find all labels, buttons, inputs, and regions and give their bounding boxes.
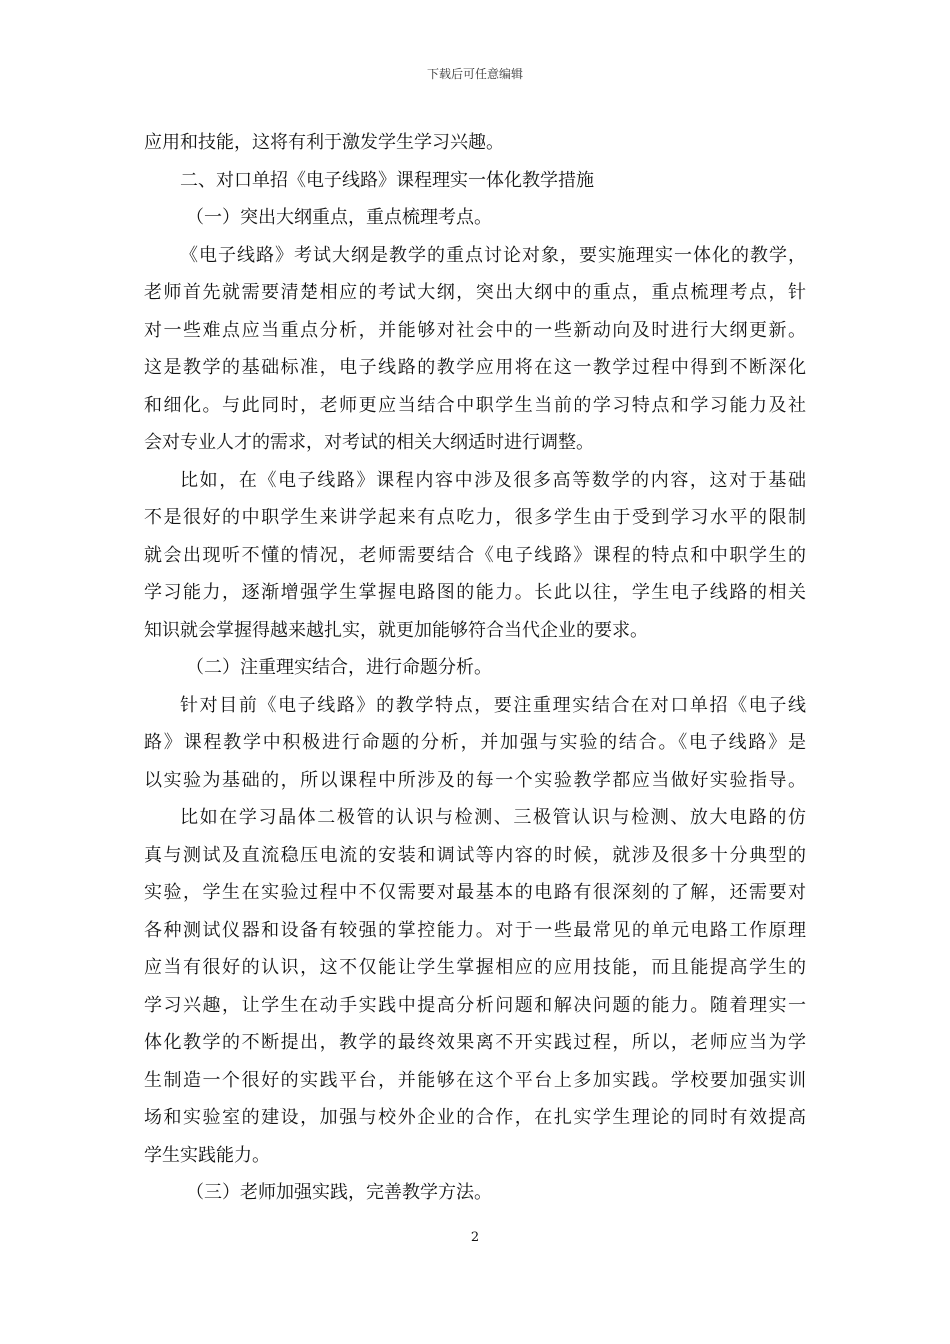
text-line: 路》课程教学中积极进行命题的分析，并加强与实验的结合。《电子线路》是	[144, 732, 806, 753]
text-line: 应当有很好的认识，这不仅能让学生掌握相应的应用技能，而且能提高学生的	[144, 957, 806, 978]
subsection-heading: （二）注重理实结合，进行命题分析。	[186, 657, 492, 678]
text-line: 学习兴趣，让学生在动手实践中提高分析问题和解决问题的能力。随着理实一	[144, 994, 806, 1016]
text-line: 真与测试及直流稳压电流的安装和调试等内容的时候，就涉及很多十分典型的	[144, 844, 806, 866]
text-line: 应用和技能，这将有利于激发学生学习兴趣。	[144, 132, 504, 153]
text-line: 各种测试仪器和设备有较强的掌控能力。对于一些最常见的单元电路工作原理	[144, 919, 806, 941]
text-line: 针对目前《电子线路》的教学特点，要注重理实结合在对口单招《电子线	[180, 694, 806, 716]
text-line: 不是很好的中职学生来讲学起来有点吃力，很多学生由于受到学习水平的限制	[144, 507, 806, 528]
text-line: 学习能力，逐渐增强学生掌握电路图的能力。长此以往，学生电子线路的相关	[144, 582, 806, 603]
text-line: 比如，在《电子线路》课程内容中涉及很多高等数学的内容，这对于基础	[180, 469, 806, 491]
document-body	[144, 124, 806, 1212]
text-line: 场和实验室的建设，加强与校外企业的合作，在扎实学生理论的同时有效提高	[144, 1107, 806, 1128]
text-line: 和细化。与此同时，老师更应当结合中职学生当前的学习特点和学习能力及社	[144, 394, 806, 416]
text-line: 会对专业人才的需求，对考试的相关大纲适时进行调整。	[144, 432, 594, 453]
text-line: 就会出现听不懂的情况，老师需要结合《电子线路》课程的特点和中职学生的	[144, 544, 806, 566]
text-line: 比如在学习晶体二极管的认识与检测、三极管认识与检测、放大电路的仿	[180, 807, 806, 828]
text-line: 体化教学的不断提出，教学的最终效果离不开实践过程，所以，老师应当为学	[144, 1032, 806, 1053]
text-line: 知识就会掌握得越来越扎实，就更加能够符合当代企业的要求。	[144, 619, 648, 641]
text-line: 实验，学生在实验过程中不仅需要对最基本的电路有很深刻的了解，还需要对	[144, 882, 806, 903]
page-header-note: 下载后可任意编辑	[426, 67, 523, 81]
subsection-heading: （三）老师加强实践，完善教学方法。	[186, 1182, 492, 1203]
text-line: 老师首先就需要清楚相应的考试大纲，突出大纲中的重点，重点梳理考点，针	[144, 282, 806, 303]
text-line: 以实验为基础的，所以课程中所涉及的每一个实验教学都应当做好实验指导。	[144, 769, 806, 791]
text-line: 对一些难点应当重点分析，并能够对社会中的一些新动向及时进行大纲更新。	[144, 319, 806, 341]
page-number: 2	[470, 1230, 480, 1245]
text-line: 学生实践能力。	[144, 1144, 270, 1166]
text-line: 这是教学的基础标准，电子线路的教学应用将在这一教学过程中得到不断深化	[144, 357, 806, 378]
text-line: 《电子线路》考试大纲是教学的重点讨论对象，要实施理实一体化的教学，	[180, 244, 806, 266]
subsection-heading: （一）突出大纲重点，重点梳理考点。	[186, 207, 492, 228]
section-heading: 二、对口单招《电子线路》课程理实一体化教学措施	[180, 169, 594, 191]
text-line: 生制造一个很好的实践平台，并能够在这个平台上多加实践。学校要加强实训	[144, 1069, 806, 1091]
